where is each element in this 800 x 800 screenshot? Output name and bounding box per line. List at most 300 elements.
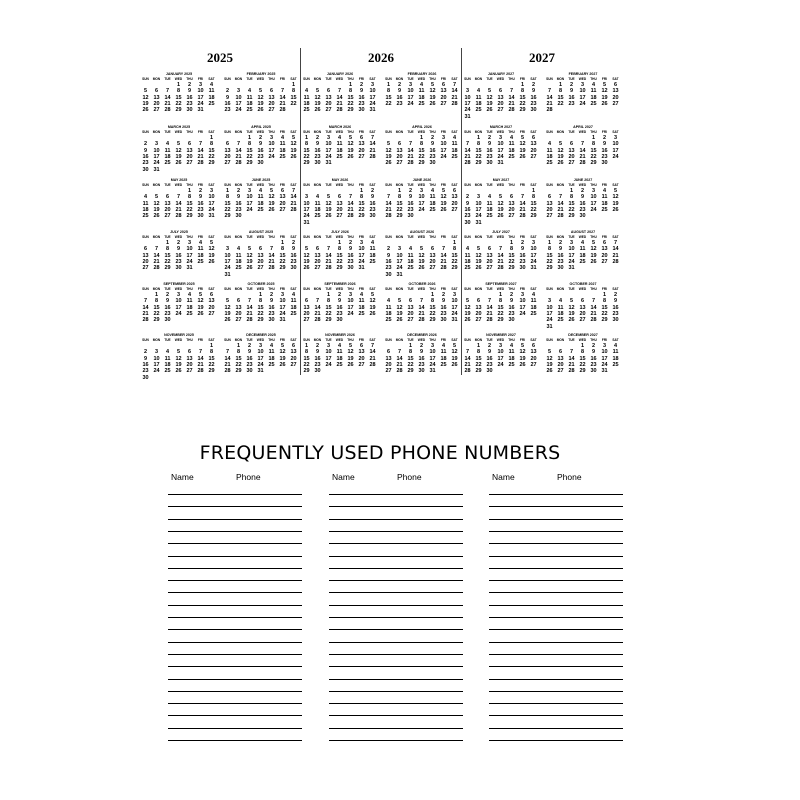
weekday-label: MON — [474, 235, 483, 239]
day-number: 11 — [612, 349, 619, 356]
day-number: 8 — [209, 349, 214, 356]
day-number: 18 — [475, 100, 482, 107]
day-number: 21 — [279, 100, 286, 107]
weekday-label: MON — [313, 287, 322, 291]
day-number: 23 — [508, 310, 515, 317]
day-number: 9 — [487, 349, 492, 356]
weekday-label: SAT — [530, 338, 537, 342]
day-number: 7 — [408, 141, 413, 148]
day-number: 7 — [326, 246, 331, 253]
day-number: 21 — [590, 310, 597, 317]
weekday-label: TUE — [407, 338, 414, 342]
phone-entry-line[interactable] — [168, 740, 302, 741]
day-number: 16 — [235, 200, 242, 207]
day-number: 24 — [612, 153, 619, 160]
phone-entry-line[interactable] — [489, 715, 623, 716]
day-number: 4 — [476, 88, 481, 95]
weekday-label: TUE — [164, 235, 171, 239]
phone-entry-line[interactable] — [168, 629, 302, 630]
phone-entry-line[interactable] — [489, 519, 623, 520]
day-number: 10 — [303, 200, 310, 207]
weekday-label: SAT — [208, 338, 215, 342]
day-number: 16 — [142, 361, 149, 368]
day-number: 15 — [153, 304, 160, 311]
day-number: 26 — [601, 100, 608, 107]
phone-entry-line[interactable] — [329, 543, 463, 544]
phone-entry-line[interactable] — [329, 666, 463, 667]
day-number: 9 — [397, 88, 402, 95]
day-number: 20 — [407, 310, 414, 317]
day-number: 9 — [198, 194, 203, 201]
day-number: 10 — [464, 94, 471, 101]
day-number: 15 — [568, 200, 575, 207]
day-number: 26 — [519, 361, 526, 368]
phone-entry-line[interactable] — [489, 580, 623, 581]
day-number: 28 — [486, 317, 493, 324]
weekday-label: MON — [313, 130, 322, 134]
day-number: 27 — [601, 258, 608, 265]
day-number: 14 — [385, 200, 392, 207]
day-number: 15 — [530, 200, 537, 207]
day-number: 4 — [315, 194, 320, 201]
weekday-label: SUN — [546, 130, 553, 134]
phone-entry-line[interactable] — [489, 629, 623, 630]
day-number: 9 — [143, 355, 148, 362]
day-number: 22 — [546, 258, 553, 265]
day-number: 9 — [359, 88, 364, 95]
weekday-label: THU — [186, 183, 193, 187]
day-number: 21 — [557, 206, 564, 213]
day-number: 27 — [257, 265, 264, 272]
day-number: 3 — [569, 240, 574, 246]
day-number: 23 — [197, 206, 204, 213]
phone-entry-line[interactable] — [489, 691, 623, 692]
year-column-2027 — [462, 0, 622, 375]
phone-entry-line[interactable] — [329, 703, 463, 704]
day-number: 3 — [408, 82, 413, 88]
day-number: 12 — [224, 304, 231, 311]
weekday-label: THU — [508, 338, 515, 342]
day-number: 5 — [247, 246, 252, 253]
month-title: SEPTEMBER 2027 — [485, 282, 517, 286]
day-number: 4 — [370, 240, 375, 246]
phone-entry-line[interactable] — [489, 740, 623, 741]
month-title: MAY 2026 — [331, 178, 349, 182]
phone-entry-line[interactable] — [329, 728, 463, 729]
phone-entry-line[interactable] — [168, 715, 302, 716]
day-number: 15 — [508, 252, 515, 259]
phone-entry-line[interactable] — [168, 556, 302, 557]
weekday-label: SAT — [290, 130, 297, 134]
day-number: 1 — [291, 82, 296, 88]
day-number: 28 — [153, 265, 160, 272]
day-number: 1 — [386, 82, 391, 88]
phone-entry-line[interactable] — [168, 703, 302, 704]
weekday-label: FRI — [279, 338, 286, 342]
day-number: 26 — [303, 265, 310, 272]
day-number: 26 — [429, 100, 436, 107]
phone-entry-line[interactable] — [168, 642, 302, 643]
day-number: 18 — [546, 153, 553, 160]
day-number: 5 — [370, 292, 375, 298]
weekday-label: TUE — [486, 338, 493, 342]
day-number: 22 — [601, 310, 608, 317]
day-number: 15 — [418, 147, 425, 154]
phone-entry-line[interactable] — [329, 715, 463, 716]
day-number: 23 — [224, 107, 231, 114]
day-number: 8 — [430, 298, 435, 305]
weekday-label: FRI — [279, 183, 286, 187]
phone-entry-line[interactable] — [168, 654, 302, 655]
day-number: 9 — [315, 349, 320, 356]
day-number: 26 — [208, 258, 215, 265]
day-number: 1 — [304, 135, 309, 141]
weekday-label: WED — [417, 235, 426, 239]
day-number: 27 — [164, 213, 171, 220]
day-number: 18 — [336, 355, 343, 362]
weekday-label: THU — [590, 287, 597, 291]
day-number: 3 — [452, 292, 457, 298]
day-number: 5 — [441, 188, 446, 194]
day-number: 15 — [590, 147, 597, 154]
day-number: 21 — [440, 258, 447, 265]
phone-entry-line[interactable] — [329, 506, 463, 507]
day-number: 12 — [385, 147, 392, 154]
day-number: 28 — [407, 160, 414, 167]
day-number: 3 — [430, 343, 435, 349]
weekday-label: FRI — [358, 130, 365, 134]
weekday-label: SAT — [451, 287, 458, 291]
phone-entry-line[interactable] — [489, 617, 623, 618]
day-number: 19 — [557, 153, 564, 160]
weekday-label: WED — [578, 338, 587, 342]
day-number: 22 — [153, 310, 160, 317]
day-number: 14 — [519, 200, 526, 207]
day-number: 18 — [257, 200, 264, 207]
phone-entry-line[interactable] — [329, 531, 463, 532]
day-number: 23 — [464, 213, 471, 220]
day-number: 3 — [580, 82, 585, 88]
phone-entry-line[interactable] — [329, 679, 463, 680]
weekday-label: FRI — [601, 287, 608, 291]
day-number: 2 — [359, 82, 364, 88]
phone-entry-line[interactable] — [329, 519, 463, 520]
day-number: 15 — [208, 355, 215, 362]
weekday-label: WED — [174, 77, 183, 81]
day-number: 31 — [358, 265, 365, 272]
weekday-label: WED — [174, 130, 183, 134]
weekday-label: SAT — [612, 77, 619, 81]
phone-entry-line[interactable] — [168, 728, 302, 729]
weekday-label: MON — [556, 183, 565, 187]
weekday-label: SUN — [546, 77, 553, 81]
day-number: 30 — [268, 317, 275, 324]
day-number: 10 — [186, 246, 193, 253]
day-number: 12 — [612, 194, 619, 201]
day-number: 19 — [246, 258, 253, 265]
day-number: 7 — [198, 141, 203, 148]
day-number: 2 — [509, 292, 514, 298]
phone-entry-line[interactable] — [489, 556, 623, 557]
phone-entry-line[interactable] — [168, 543, 302, 544]
day-number: 25 — [440, 361, 447, 368]
day-number: 11 — [208, 88, 215, 95]
day-number: 15 — [246, 147, 253, 154]
day-number: 9 — [236, 194, 241, 201]
phone-entry-line[interactable] — [329, 642, 463, 643]
day-number: 20 — [486, 258, 493, 265]
day-number: 31 — [197, 107, 204, 114]
day-number: 10 — [153, 355, 160, 362]
phone-entry-line[interactable] — [329, 691, 463, 692]
day-number: 14 — [497, 252, 504, 259]
phone-entry-line[interactable] — [329, 629, 463, 630]
day-number: 7 — [547, 88, 552, 95]
weekday-label: WED — [256, 287, 265, 291]
day-number: 21 — [519, 206, 526, 213]
weekday-label: THU — [347, 183, 354, 187]
month-title: NOVEMBER 2026 — [325, 333, 355, 337]
day-number: 3 — [154, 141, 159, 148]
day-number: 30 — [579, 213, 586, 220]
day-number: 18 — [164, 361, 171, 368]
day-number: 4 — [531, 292, 536, 298]
weekday-label: FRI — [358, 235, 365, 239]
phone-entry-line[interactable] — [329, 494, 463, 495]
day-number: 22 — [418, 153, 425, 160]
day-number: 15 — [546, 252, 553, 259]
weekday-label: WED — [578, 130, 587, 134]
weekday-label: MON — [474, 287, 483, 291]
weekday-label: THU — [186, 130, 193, 134]
phone-entry-line[interactable] — [489, 679, 623, 680]
day-number: 24 — [407, 100, 414, 107]
calendar-grid — [140, 0, 626, 381]
day-number: 22 — [257, 310, 264, 317]
day-number: 31 — [568, 265, 575, 272]
day-number: 22 — [475, 361, 482, 368]
day-number: 5 — [520, 135, 525, 141]
phone-entry-line[interactable] — [168, 531, 302, 532]
weekday-label: TUE — [246, 235, 253, 239]
month-title: JULY 2027 — [492, 230, 510, 234]
day-number: 5 — [198, 292, 203, 298]
day-number: 19 — [601, 94, 608, 101]
day-number: 22 — [208, 361, 215, 368]
day-number: 1 — [247, 135, 252, 141]
day-number: 30 — [590, 368, 597, 375]
day-number: 11 — [336, 141, 343, 148]
day-number: 9 — [602, 141, 607, 148]
weekday-label: WED — [174, 338, 183, 342]
day-number: 22 — [475, 153, 482, 160]
day-number: 19 — [268, 200, 275, 207]
day-number: 7 — [198, 349, 203, 356]
phone-entry-line[interactable] — [489, 494, 623, 495]
day-number: 27 — [314, 265, 321, 272]
day-number: 30 — [601, 160, 608, 167]
phone-entry-line[interactable] — [168, 506, 302, 507]
day-number: 16 — [418, 355, 425, 362]
day-number: 7 — [452, 82, 457, 88]
day-number: 19 — [486, 100, 493, 107]
day-number: 25 — [590, 100, 597, 107]
day-number: 25 — [268, 361, 275, 368]
day-number: 25 — [508, 153, 515, 160]
phone-entry-line[interactable] — [168, 617, 302, 618]
day-number: 17 — [325, 355, 332, 362]
day-number: 4 — [236, 246, 241, 253]
day-number: 21 — [407, 153, 414, 160]
weekday-label: WED — [578, 287, 587, 291]
day-number: 29 — [303, 160, 310, 167]
phone-entry-line[interactable] — [168, 666, 302, 667]
day-number: 6 — [187, 141, 192, 148]
day-number: 20 — [153, 100, 160, 107]
day-number: 25 — [385, 317, 392, 324]
phone-entry-line[interactable] — [489, 703, 623, 704]
day-number: 22 — [290, 100, 297, 107]
day-number: 29 — [530, 213, 537, 220]
month-title: APRIL 2026 — [412, 125, 432, 129]
day-number: 22 — [175, 100, 182, 107]
day-number: 4 — [419, 82, 424, 88]
day-number: 16 — [164, 304, 171, 311]
day-number: 13 — [440, 88, 447, 95]
weekday-label: WED — [335, 77, 344, 81]
phone-entry-line[interactable] — [489, 531, 623, 532]
day-number: 10 — [612, 141, 619, 148]
weekday-label: MON — [395, 235, 404, 239]
day-number: 11 — [464, 252, 471, 259]
day-number: 22 — [519, 100, 526, 107]
phone-entry-line[interactable] — [168, 605, 302, 606]
phone-entry-line[interactable] — [489, 642, 623, 643]
phone-entry-line[interactable] — [168, 580, 302, 581]
day-number: 12 — [325, 200, 332, 207]
day-number: 12 — [175, 147, 182, 154]
day-number: 13 — [153, 94, 160, 101]
day-number: 2 — [225, 88, 230, 95]
day-number: 6 — [580, 298, 585, 305]
day-number: 18 — [418, 94, 425, 101]
day-number: 27 — [440, 100, 447, 107]
year-title: 2027 — [529, 50, 555, 65]
day-number: 26 — [290, 153, 297, 160]
day-number: 30 — [314, 160, 321, 167]
phone-entry-line[interactable] — [329, 740, 463, 741]
phone-entry-line[interactable] — [329, 654, 463, 655]
phone-entry-line[interactable] — [329, 617, 463, 618]
weekday-label: SAT — [451, 130, 458, 134]
day-number: 8 — [337, 246, 342, 253]
year-divider — [461, 48, 462, 375]
day-number: 22 — [568, 206, 575, 213]
day-number: 7 — [143, 298, 148, 305]
phone-entry-line[interactable] — [489, 506, 623, 507]
phone-entry-line[interactable] — [329, 605, 463, 606]
day-number: 26 — [475, 265, 482, 272]
phone-entry-line[interactable] — [168, 679, 302, 680]
day-number: 25 — [530, 310, 537, 317]
phone-entry-line[interactable] — [329, 580, 463, 581]
day-number: 7 — [165, 88, 170, 95]
day-number: 12 — [257, 94, 264, 101]
phone-entry-line[interactable] — [329, 556, 463, 557]
weekday-label: TUE — [246, 130, 253, 134]
day-number: 22 — [530, 206, 537, 213]
weekday-label: MON — [474, 130, 483, 134]
month-title: APRIL 2027 — [573, 125, 593, 129]
day-number: 7 — [397, 349, 402, 356]
phone-entry-line[interactable] — [489, 592, 623, 593]
day-number: 6 — [326, 88, 331, 95]
phone-entry-line[interactable] — [329, 592, 463, 593]
phone-entry-line[interactable] — [329, 568, 463, 569]
phone-entry-line[interactable] — [489, 654, 623, 655]
day-number: 10 — [530, 246, 537, 253]
day-number: 7 — [154, 246, 159, 253]
phone-entry-line[interactable] — [168, 691, 302, 692]
day-number: 25 — [257, 206, 264, 213]
phone-entry-line[interactable] — [168, 568, 302, 569]
day-number: 29 — [475, 368, 482, 375]
day-number: 3 — [520, 292, 525, 298]
weekday-label: WED — [496, 183, 505, 187]
day-number: 14 — [197, 355, 204, 362]
day-number: 6 — [165, 194, 170, 201]
month-title: JULY 2025 — [170, 230, 188, 234]
day-number: 28 — [235, 160, 242, 167]
phone-entry-line[interactable] — [489, 666, 623, 667]
weekday-label: WED — [417, 130, 426, 134]
day-number: 17 — [268, 147, 275, 154]
day-number: 13 — [579, 304, 586, 311]
day-number: 11 — [557, 304, 564, 311]
day-number: 22 — [579, 361, 586, 368]
day-number: 23 — [358, 100, 365, 107]
phone-entry-line[interactable] — [168, 592, 302, 593]
day-number: 31 — [153, 166, 160, 173]
day-number: 19 — [347, 147, 354, 154]
phone-entry-line[interactable] — [489, 568, 623, 569]
day-number: 31 — [186, 265, 193, 272]
day-number: 30 — [235, 213, 242, 220]
day-number: 15 — [429, 304, 436, 311]
day-number: 15 — [336, 252, 343, 259]
day-number: 15 — [325, 304, 332, 311]
day-number: 7 — [337, 88, 342, 95]
day-number: 2 — [487, 135, 492, 141]
day-number: 26 — [347, 361, 354, 368]
month-title: JUNE 2026 — [412, 178, 432, 182]
day-number: 11 — [164, 147, 171, 154]
phone-entry-line[interactable] — [168, 519, 302, 520]
day-number: 26 — [153, 213, 160, 220]
day-number: 13 — [268, 94, 275, 101]
phone-entry-line[interactable] — [489, 728, 623, 729]
phone-entry-line[interactable] — [168, 494, 302, 495]
day-number: 29 — [451, 265, 458, 272]
day-number: 29 — [224, 213, 231, 220]
day-number: 13 — [451, 194, 458, 201]
day-number: 18 — [369, 252, 376, 259]
day-number: 20 — [568, 153, 575, 160]
phone-entry-line[interactable] — [489, 543, 623, 544]
weekday-label: WED — [335, 338, 344, 342]
phone-entry-line[interactable] — [489, 605, 623, 606]
weekday-label: TUE — [486, 287, 493, 291]
